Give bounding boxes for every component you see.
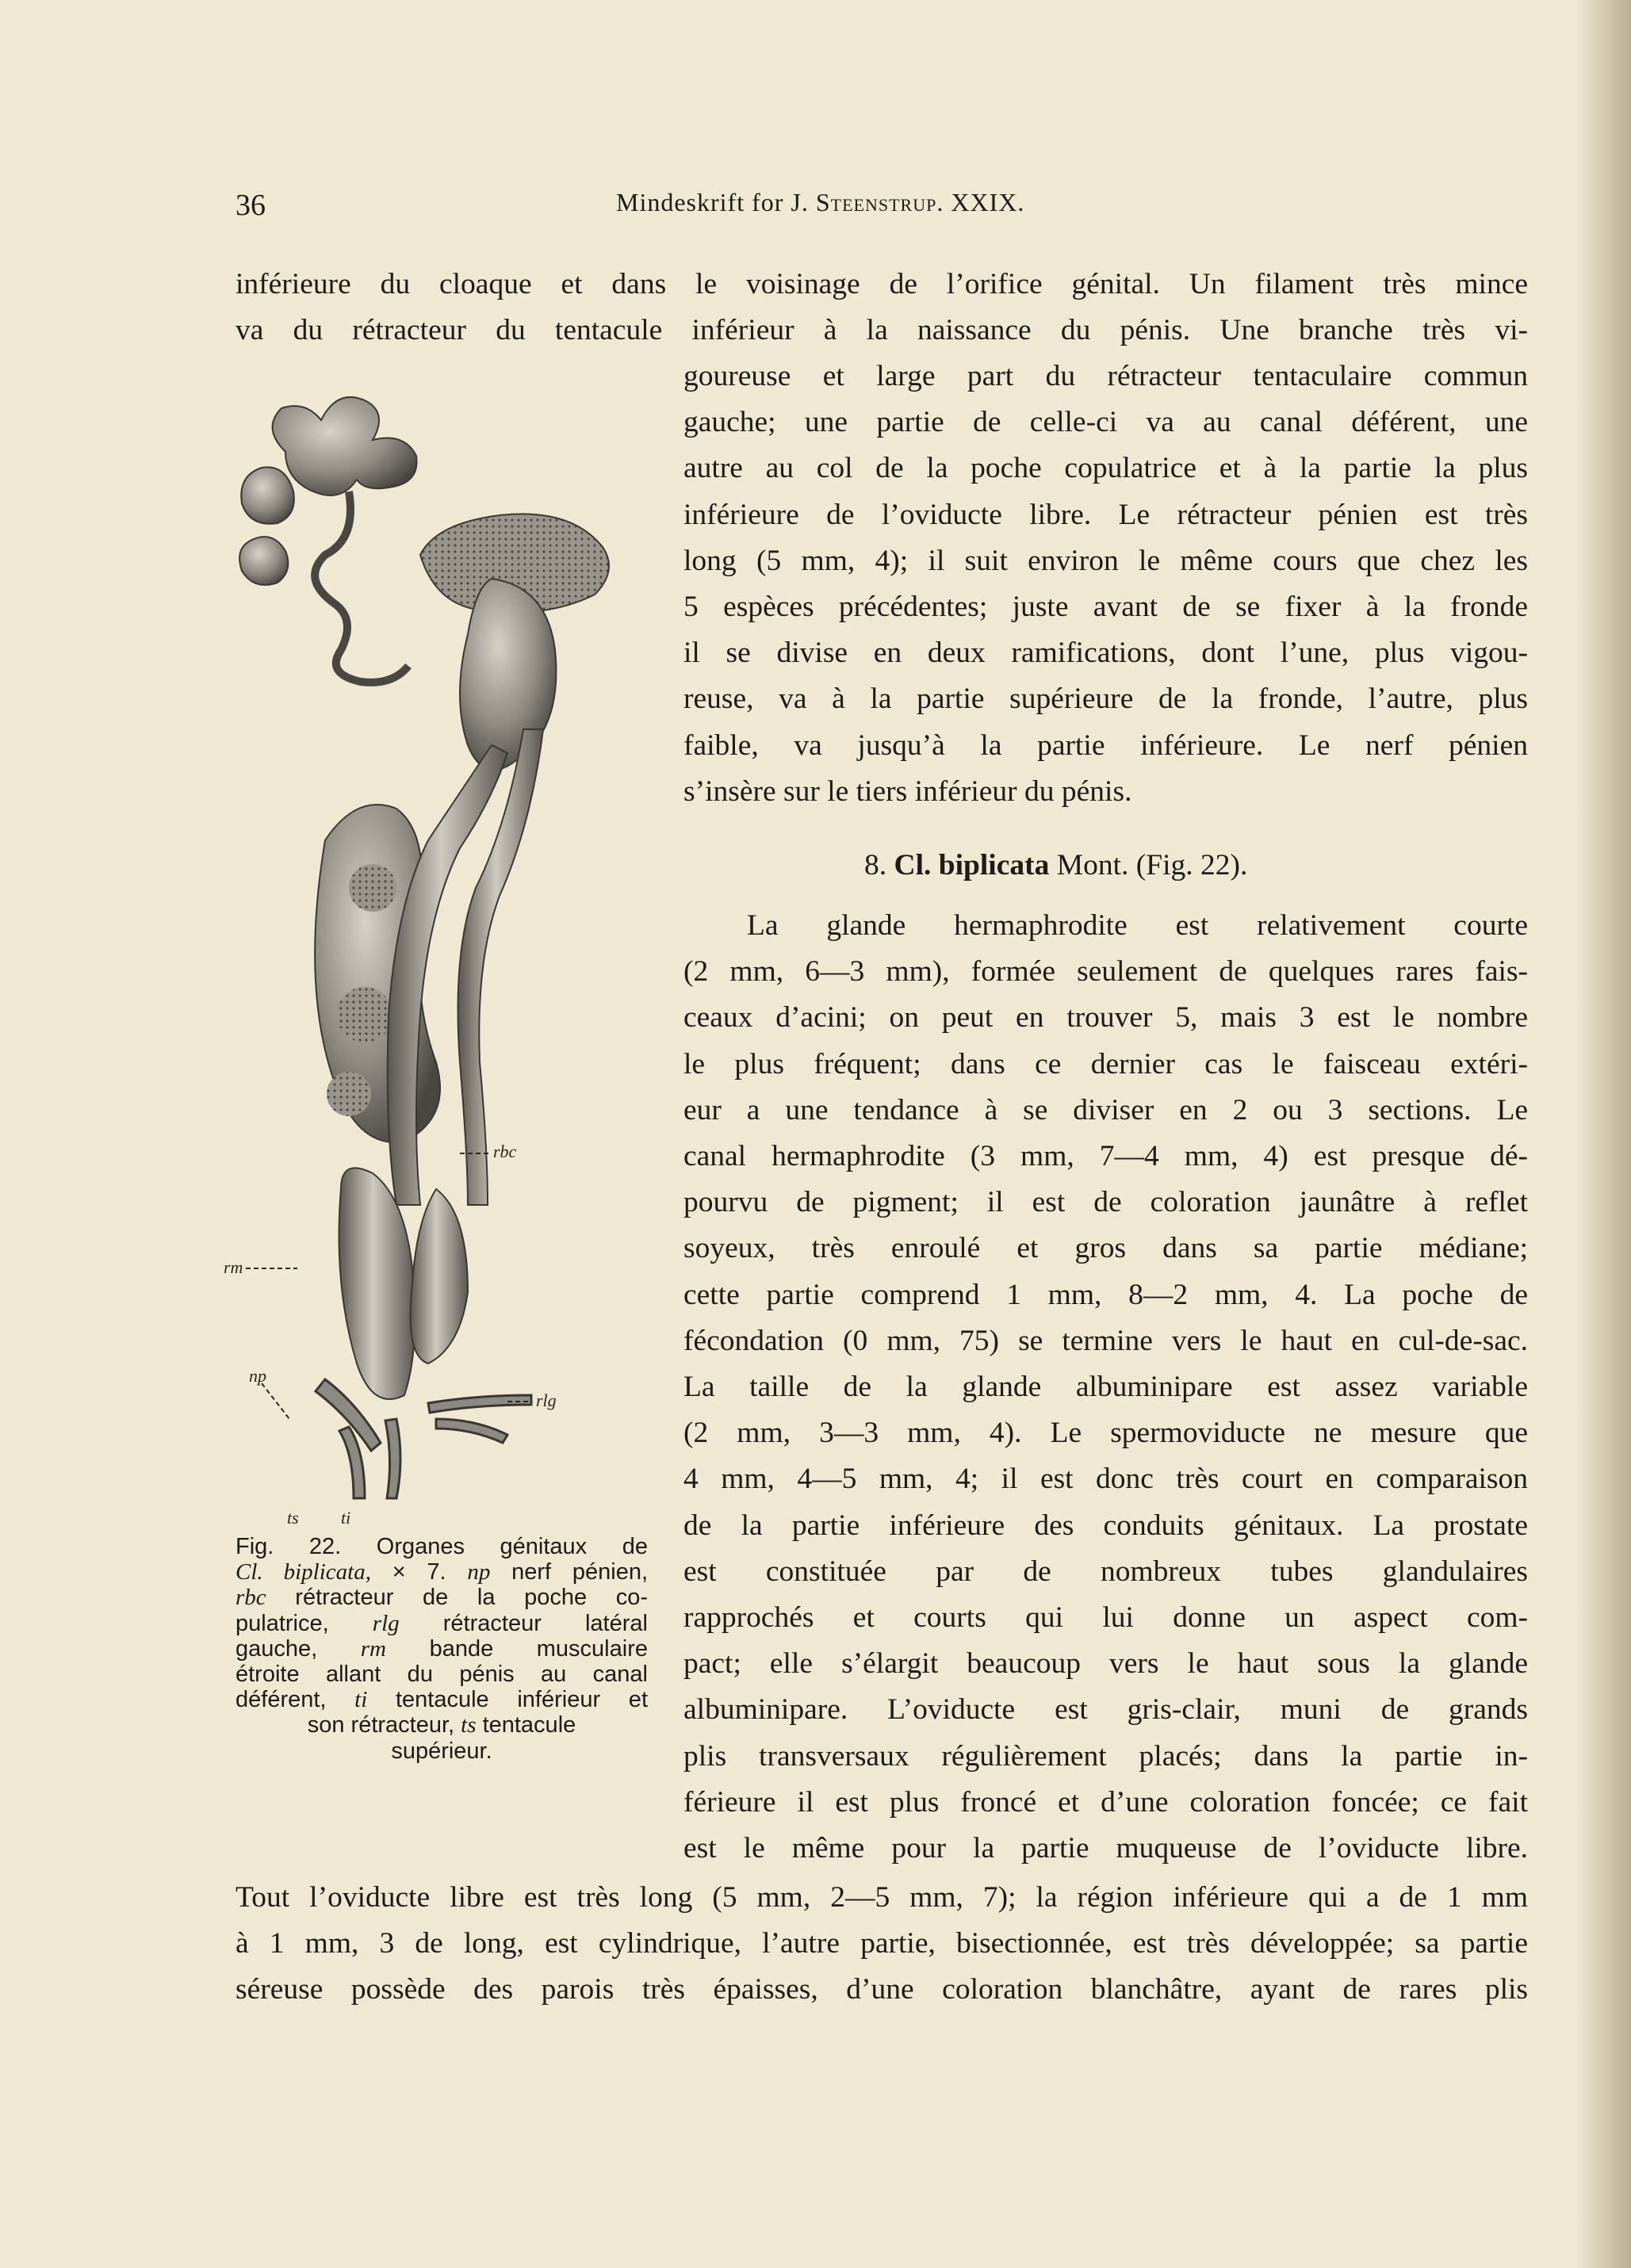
caption-species: Cl. biplicata,	[235, 1559, 371, 1585]
text-line: s’insère sur le tiers inférieur du pénis.	[683, 774, 1132, 808]
caption-text: Fig. 22. Organes génitaux de	[235, 1534, 648, 1559]
text-line: (2 mm, 3—3 mm, 4). Le spermoviducte ne mesure que	[683, 1417, 1528, 1450]
text-line: va du rétracteur du tentacule inférieur à la naissance du pénis. Une branche très vi-	[235, 314, 1528, 347]
text-line: faible, va jusqu’à la partie inférieure. Le nerf pénien	[683, 729, 1528, 762]
caption-text: déférent,	[235, 1687, 327, 1713]
label-ts: ts	[287, 1508, 299, 1528]
text-line: soyeux, très enroulé et gros dans sa partie médiane;	[683, 1232, 1528, 1265]
caption-line	[235, 1712, 648, 1738]
text-line: La glande hermaphrodite est relativement courte	[747, 909, 1528, 942]
text-line: plis transversaux régulièrement placés; dans la partie in-	[683, 1739, 1528, 1773]
text-line: de la partie inférieure des conduits génitaux. La prostate	[683, 1509, 1528, 1542]
page-number: 36	[235, 189, 266, 222]
genital-organs-illustration	[230, 396, 674, 1506]
caption-text: nerf pénien,	[511, 1559, 649, 1585]
text-line: pact; elle s’élargit beaucoup vers le haut sous la glande	[683, 1647, 1528, 1681]
caption-line	[235, 1662, 648, 1687]
caption-text: rétracteur latéral	[442, 1610, 648, 1636]
species-name: Cl. biplicata	[894, 849, 1050, 882]
caption-line	[235, 1738, 648, 1764]
text-line: La taille de la glande albuminipare est assez variable	[683, 1371, 1528, 1404]
text-line: est constituée par de nombreux tubes glandulaires	[683, 1555, 1528, 1588]
section-number: 8.	[864, 849, 887, 882]
caption-line	[235, 1585, 648, 1610]
text-line: 4 mm, 4—5 mm, 4; il est donc très court en comparaison	[683, 1463, 1528, 1496]
text-line: autre au col de la poche copulatrice et à la partie la plus	[683, 452, 1528, 485]
running-head-name: Steenstrup.	[815, 188, 944, 216]
text-line: Tout l’oviducte libre est très long (5 mm, 2—5 mm, 7); la région inférieure qui a de 1 mm	[235, 1881, 1528, 1914]
tentacle-retractors	[316, 1379, 531, 1498]
species-author: Mont.	[1056, 849, 1129, 882]
label-ti: ti	[341, 1508, 351, 1528]
text-line: reuse, va à la partie supérieure de la fronde, l’autre, plus	[683, 683, 1528, 716]
caption-line	[235, 1636, 648, 1662]
caption-abbr: rlg	[372, 1610, 400, 1636]
label-np: np	[249, 1366, 266, 1386]
label-rbc: rbc	[493, 1142, 517, 1161]
caption-abbr: rm	[360, 1635, 386, 1662]
prostate-texture	[327, 1072, 371, 1116]
text-line: (2 mm, 6—3 mm), formée seulement de quelques rares fais-	[683, 955, 1528, 989]
text-line: rapprochés et courts qui lui donne un aspect com-	[683, 1601, 1528, 1635]
text-line: il se divise en deux ramifications, dont l’une, plus vigou-	[683, 637, 1528, 670]
prostate-texture	[337, 987, 392, 1042]
caption-text: × 7.	[392, 1559, 446, 1585]
prostate-texture	[349, 864, 396, 912]
text-line: goureuse et large part du rétracteur tentaculaire commun	[683, 360, 1528, 392]
text-line: albuminipare. L’oviducte est gris-clair, muni de grands	[683, 1693, 1528, 1727]
text-line: cette partie comprend 1 mm, 8—2 mm, 4. La poche de	[683, 1278, 1528, 1311]
label-rlg: rlg	[536, 1390, 557, 1410]
genital-ducts	[388, 729, 543, 1205]
caption-text: étroite allant du pénis au canal	[235, 1662, 648, 1688]
text-line: eur a une tendance à se diviser en 2 ou 3 sections. Le	[683, 1093, 1528, 1126]
caption-abbr: np	[467, 1559, 491, 1585]
page-edge-shadow	[1575, 0, 1631, 2268]
text-line: séreuse possède des parois très épaisses, d’une coloration blanchâtre, ayant de rares plis	[235, 1973, 1528, 2006]
text-line: le plus fréquent; dans ce dernier cas le faisceau extéri-	[683, 1047, 1528, 1080]
figure-22	[224, 396, 674, 1506]
text-line: ceaux d’acini; on peut en trouver 5, mais 3 est le nombre	[683, 1001, 1528, 1035]
caption-text: son rétracteur,	[307, 1712, 455, 1738]
right-paragraph-1	[683, 354, 1528, 815]
right-paragraph-2	[683, 903, 1528, 1872]
caption-text: tentacule inférieur et	[395, 1687, 648, 1713]
caption-text: gauche,	[235, 1635, 318, 1662]
text-line: fécondation (0 mm, 75) se termine vers le haut en cul-de-sac.	[683, 1324, 1528, 1357]
caption-text: supérieur.	[391, 1738, 492, 1764]
caption-line	[235, 1687, 648, 1712]
text-line: inférieure du cloaque et dans le voisinage de l’orifice génital. Un filament très mince	[235, 268, 1528, 300]
figure-reference: (Fig. 22).	[1135, 849, 1248, 882]
caption-text: bande musculaire	[429, 1635, 648, 1662]
label-rm: rm	[224, 1257, 243, 1277]
caption-line	[235, 1559, 648, 1585]
top-paragraph	[235, 262, 1528, 354]
bottom-paragraph	[235, 1875, 1528, 2014]
caption-abbr: rbc	[235, 1585, 266, 1611]
caption-abbr: ts	[461, 1712, 477, 1738]
text-line: pourvu de pigment; il est de coloration jaunâtre à reflet	[683, 1186, 1528, 1219]
caption-text: rétracteur de la poche co-	[295, 1585, 648, 1611]
caption-line	[235, 1611, 648, 1636]
text-line: inférieure de l’oviducte libre. Le rétracteur pénien est très	[683, 498, 1528, 531]
running-head	[616, 188, 1024, 217]
caption-text: pulatrice,	[235, 1610, 329, 1636]
page-header	[235, 188, 1520, 228]
text-line: à 1 mm, 3 de long, est cylindrique, l’autre partie, bisectionnée, est très développée; sa partie	[235, 1927, 1528, 1960]
caption-text: tentacule	[482, 1712, 576, 1738]
text-line: canal hermaphrodite (3 mm, 7—4 mm, 4) est presque dé-	[683, 1140, 1528, 1173]
text-line: gauche; une partie de celle-ci va au canal déférent, une	[683, 406, 1528, 439]
running-head-volume: XXIX.	[951, 188, 1025, 216]
text-line: est le même pour la partie muqueuse de l’oviducte libre.	[683, 1832, 1528, 1865]
caption-abbr: ti	[354, 1687, 368, 1713]
text-line: férieure il est plus froncé et d’une coloration foncée; ce fait	[683, 1785, 1528, 1819]
running-head-prefix: Mindeskrift for J.	[616, 188, 809, 216]
section-heading	[864, 848, 1247, 882]
figure-caption	[235, 1534, 648, 1764]
hermaphrodite-duct	[315, 491, 408, 683]
text-line: 5 espèces précédentes; juste avant de se fixer à la fronde	[683, 591, 1528, 624]
text-line: long (5 mm, 4); il suit environ le même cours que chez les	[683, 544, 1528, 577]
caption-line	[235, 1534, 648, 1559]
vagina	[411, 1189, 469, 1363]
